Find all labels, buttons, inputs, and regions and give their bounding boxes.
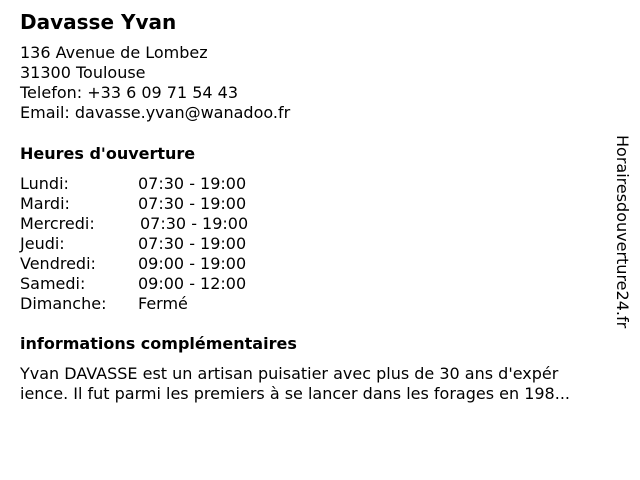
hours-time: 09:00 - 19:00 [138,254,247,273]
hours-time: Fermé [138,294,188,313]
hours-day: Samedi: [20,274,86,293]
address-street: 136 Avenue de Lombez [20,43,208,62]
contact-block [20,43,290,123]
info-heading: informations complémentaires [20,334,297,353]
hours-day: Vendredi: [20,254,96,273]
hours-day: Jeudi: [20,234,65,253]
hours-time: 07:30 - 19:00 [138,174,247,193]
business-name: Davasse Yvan [20,10,177,34]
hours-time: 09:00 - 12:00 [138,274,247,293]
phone-line: Telefon: +33 6 09 71 54 43 [20,83,239,102]
address-city: 31300 Toulouse [20,63,146,82]
hours-time: 07:30 - 19:00 [138,234,247,253]
email-line: Email: davasse.yvan@wanadoo.fr [20,103,291,122]
hours-day: Dimanche: [20,294,107,313]
description-line: ience. Il fut parmi les premiers à se lancer dans les forages en 198... [20,384,570,403]
description-text [20,364,610,404]
hours-day: Mercredi: [20,214,95,233]
hours-time: 07:30 - 19:00 [140,214,249,233]
hours-heading: Heures d'ouverture [20,144,196,163]
hours-day: Mardi: [20,194,70,213]
hours-time: 07:30 - 19:00 [138,194,247,213]
hours-day: Lundi: [20,174,69,193]
description-line: Yvan DAVASSE est un artisan puisatier avec plus de 30 ans d'expér [20,364,559,383]
site-watermark: Horairesdouverture24.fr [613,135,632,329]
